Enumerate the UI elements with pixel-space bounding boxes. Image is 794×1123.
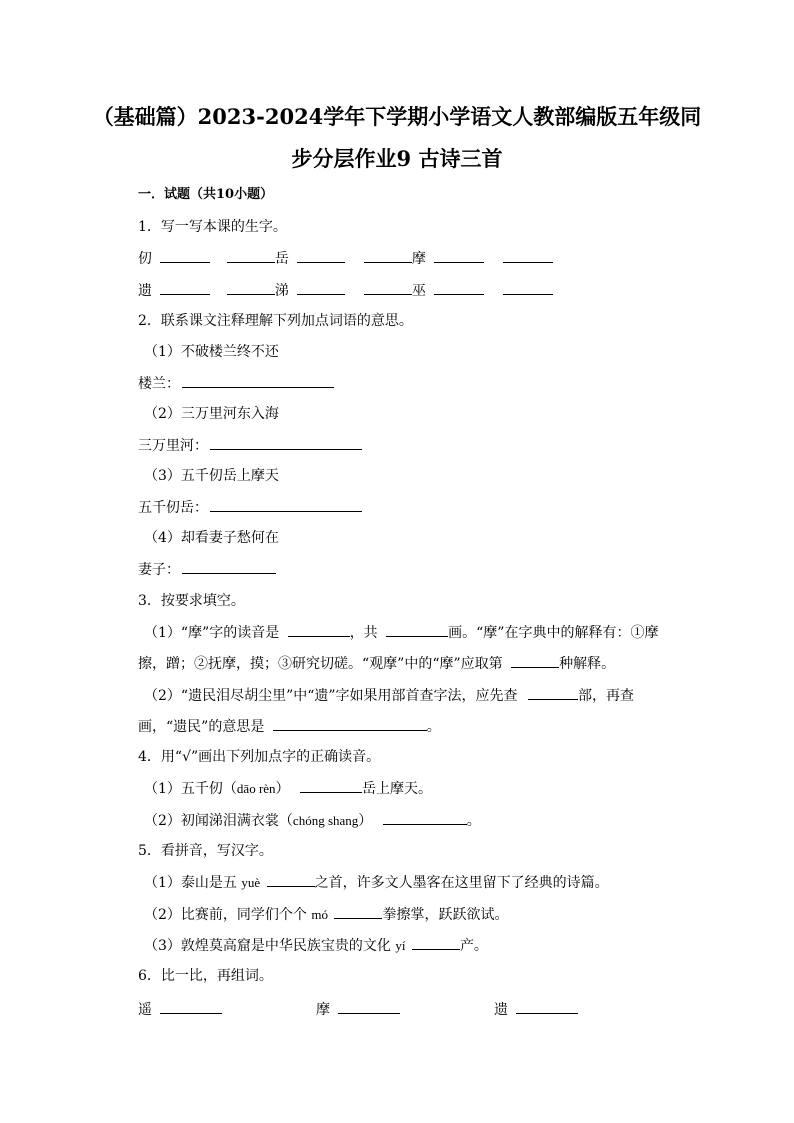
answer-blank[interactable] — [297, 249, 345, 263]
q2-item-line: （2）三万里河东入海 — [144, 406, 279, 422]
q3-text: 部，再查 — [578, 688, 634, 704]
q1-char: 仞 — [138, 251, 152, 267]
q1-char: 巫 — [411, 283, 426, 299]
q1-char: 涕 — [274, 283, 289, 299]
q4-text: ） — [275, 781, 290, 797]
answer-blank[interactable] — [160, 1000, 222, 1014]
answer-blank[interactable] — [528, 686, 578, 700]
q4-text: 。 — [466, 813, 481, 829]
q4-item-2 — [144, 811, 481, 830]
q3-text: 擦，蹭；②抚摩，摸；③研究切磋。“观摩”中的“摩”应取第 — [138, 656, 503, 672]
answer-blank[interactable] — [297, 281, 345, 295]
q2-label: 三万里河： — [138, 438, 208, 454]
q3-text: 画，“遗民”的意思是 — [138, 719, 265, 735]
q2-item-line: （1）不破楼兰终不还 — [144, 344, 279, 360]
pinyin: yuè — [241, 875, 261, 890]
q6-group-1 — [138, 1000, 222, 1019]
q3-text: 种解释。 — [559, 656, 616, 672]
answer-blank[interactable] — [267, 873, 315, 887]
q3-stem: 3．按要求填空。 — [138, 593, 245, 609]
q3-part1-line1 — [144, 623, 658, 642]
document-title-line1: （基础篇）2023-2024学年下学期小学语文人教部编版五年级同 — [92, 104, 702, 129]
answer-blank[interactable] — [338, 1000, 400, 1014]
q3-part2-line2 — [138, 717, 441, 736]
q1-char: 摩 — [411, 251, 426, 267]
q2-answer-row — [138, 560, 276, 579]
answer-blank[interactable] — [182, 560, 276, 574]
answer-blank[interactable] — [412, 936, 460, 950]
q1-stem: 1．写一写本课的生字。 — [138, 219, 287, 235]
q5-item-1 — [144, 873, 609, 892]
q3-part2-line1 — [144, 686, 634, 705]
section-heading: 一．试题（共10小题） — [138, 187, 274, 202]
document-title-line2: 步分层作业9 古诗三首 — [291, 146, 503, 171]
q4-text: 岳上摩天。 — [362, 781, 432, 797]
q2-answer-row — [138, 374, 334, 393]
answer-blank[interactable] — [364, 281, 412, 295]
answer-blank[interactable] — [383, 811, 467, 825]
q5-item-3 — [144, 936, 488, 955]
answer-blank[interactable] — [210, 436, 362, 450]
answer-blank[interactable] — [364, 249, 412, 263]
answer-blank[interactable] — [516, 1000, 578, 1014]
answer-blank[interactable] — [503, 249, 553, 263]
q5-text: 之首，许多文人墨客在这里留下了经典的诗篇。 — [314, 875, 609, 891]
q3-part1-line2 — [138, 654, 615, 673]
answer-blank[interactable] — [160, 249, 210, 263]
q6-group-3 — [494, 1000, 578, 1019]
q2-item-line: （4）却看妻子愁何在 — [144, 530, 279, 546]
q6-stem: 6．比一比，再组词。 — [138, 968, 273, 984]
q1-char: 遗 — [138, 283, 152, 299]
answer-blank[interactable] — [227, 249, 275, 263]
q6-char: 遥 — [138, 1002, 152, 1018]
q4-text: ） — [358, 813, 373, 829]
q5-text: 产。 — [459, 938, 488, 954]
q6-char: 摩 — [316, 1002, 330, 1018]
q6-char: 遗 — [494, 1002, 508, 1018]
answer-blank[interactable] — [210, 498, 362, 512]
q2-label: 楼兰： — [138, 376, 180, 392]
q3-text: 。 — [426, 719, 441, 735]
answer-blank[interactable] — [160, 281, 210, 295]
q5-text: 拳擦掌，跃跃欲试。 — [382, 907, 509, 923]
q5-text: （3）敦煌莫高窟是中华民族宝贵的文化 — [144, 938, 391, 954]
answer-blank[interactable] — [273, 717, 427, 731]
q3-text: （2）“遗民泪尽胡尘里”中“遗”字如果用部首查字法，应先查 — [144, 688, 518, 704]
answer-blank[interactable] — [300, 779, 362, 793]
answer-blank[interactable] — [288, 623, 350, 637]
pinyin: mó — [311, 907, 328, 922]
q5-text: （1）泰山是五 — [144, 875, 237, 891]
answer-blank[interactable] — [334, 905, 382, 919]
q2-answer-row — [138, 436, 362, 455]
pinyin-options[interactable]: chóng shang — [292, 813, 359, 828]
answer-blank[interactable] — [386, 623, 448, 637]
q5-stem: 5．看拼音，写汉字。 — [138, 843, 273, 859]
q1-row2 — [138, 281, 553, 300]
q5-item-2 — [144, 905, 508, 924]
q3-text: （1）“摩”字的读音是 — [144, 625, 280, 641]
q5-text: （2）比赛前，同学们个个 — [144, 907, 307, 923]
answer-blank[interactable] — [434, 281, 484, 295]
q2-label: 妻子： — [138, 562, 180, 578]
q1-row1 — [138, 249, 553, 268]
answer-blank[interactable] — [503, 281, 553, 295]
pinyin-options[interactable]: dāo rèn — [236, 781, 276, 796]
pinyin: yí — [395, 938, 406, 953]
answer-blank[interactable] — [227, 281, 275, 295]
q2-label: 五千仞岳： — [138, 500, 208, 516]
q2-stem: 2．联系课文注释理解下列加点词语的意思。 — [138, 313, 413, 329]
q4-text: （1）五千仞（ — [144, 781, 237, 797]
answer-blank[interactable] — [434, 249, 484, 263]
q1-char: 岳 — [274, 251, 289, 267]
q4-stem: 4．用“√”画出下列加点字的正确读音。 — [138, 749, 381, 765]
q4-text: （2）初闻涕泪满衣裳（ — [144, 813, 293, 829]
answer-blank[interactable] — [182, 374, 334, 388]
answer-blank[interactable] — [511, 654, 559, 668]
q6-group-2 — [316, 1000, 400, 1019]
q4-item-1 — [144, 779, 432, 798]
q3-text: 画。“摩”在字典中的解释有：①摩 — [448, 625, 659, 641]
q2-answer-row — [138, 498, 362, 517]
q2-item-line: （3）五千仞岳上摩天 — [144, 468, 279, 484]
q3-text: ，共 — [349, 625, 378, 641]
